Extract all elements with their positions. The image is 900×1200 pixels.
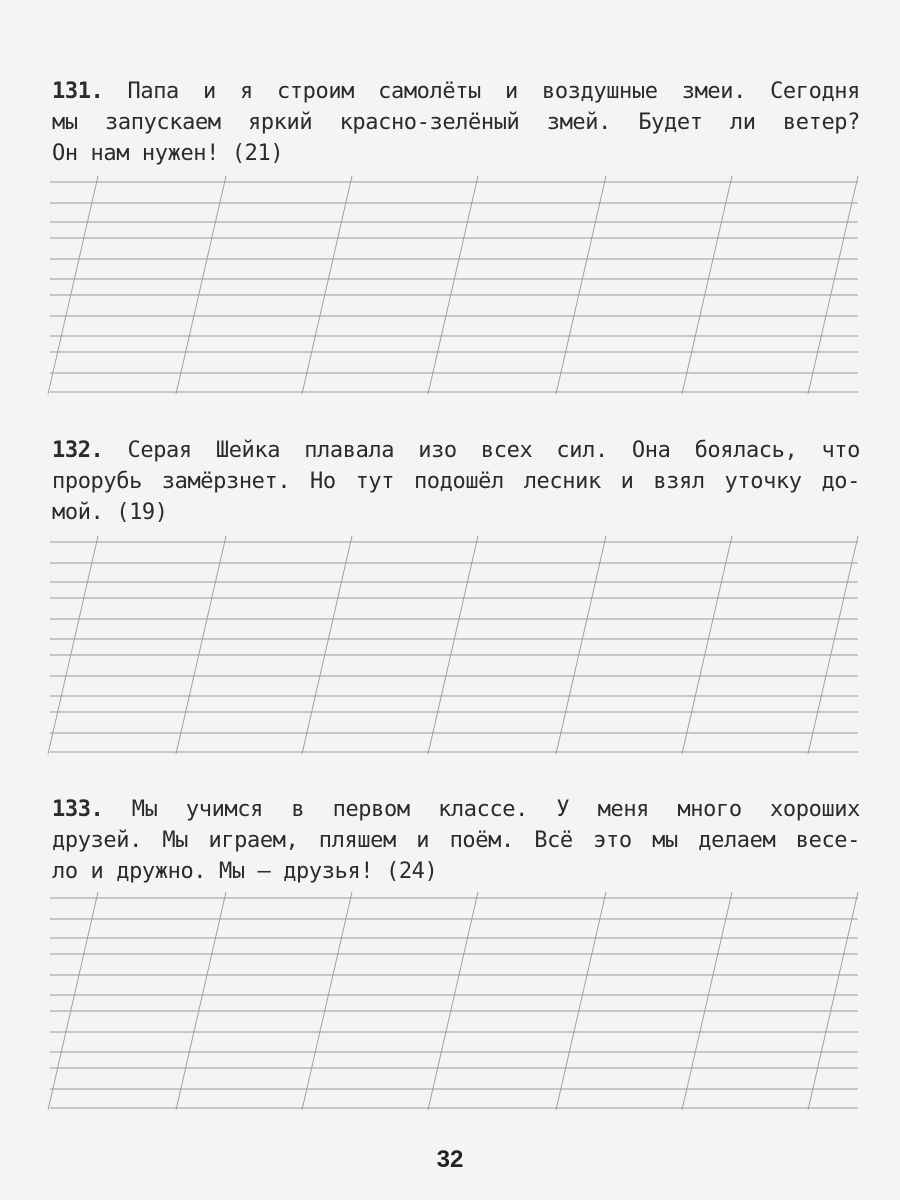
exercise-133-line-1: 133. Мы учимся в первом классе. У меня много хороших: [52, 797, 860, 822]
slant-guide-line: [682, 176, 732, 394]
exercise-131-line-2: мы запускаем яркий красно-зелёный змей. Будет ли ветер?: [52, 110, 860, 135]
slant-guide-line: [48, 892, 98, 1110]
slant-guide-line: [428, 892, 478, 1110]
exercise-132-number: 132.: [52, 438, 104, 463]
slant-guide-line: [428, 536, 478, 754]
exercise-133-line-2: друзей. Мы играем, пляшем и поём. Всё это мы делаем весе-: [52, 828, 860, 853]
slant-guide-line: [682, 892, 732, 1110]
slant-guide-line: [302, 176, 352, 394]
slant-guide-line: [176, 536, 226, 754]
slant-guide-line: [682, 536, 732, 754]
slant-guide-line: [48, 176, 98, 394]
exercise-133-line-3: ло и дружно. Мы — друзья! (24): [52, 859, 438, 884]
slant-guide-line: [556, 892, 606, 1110]
slant-guide-line: [302, 892, 352, 1110]
writing-grid-131[interactable]: [0, 176, 900, 398]
exercise-132-line-1: 132. Серая Шейка плавала изо всех сил. Она боялась, что: [52, 438, 860, 463]
exercise-131-line-3: Он нам нужен! (21): [52, 141, 284, 166]
slant-guide-line: [302, 536, 352, 754]
exercise-132-line-3: мой. (19): [52, 500, 168, 525]
exercise-132-text: [52, 435, 860, 528]
slant-guide-line: [176, 176, 226, 394]
exercise-131-line-1: 131. Папа и я строим самолёты и воздушные змеи. Сегодня: [52, 79, 860, 104]
exercise-131-text: [52, 76, 860, 169]
slant-guide-line: [556, 536, 606, 754]
exercise-133-text: [52, 794, 860, 887]
slant-guide-line: [808, 176, 858, 394]
slant-guide-line: [48, 536, 98, 754]
slant-guide-line: [808, 536, 858, 754]
writing-grid-133[interactable]: [0, 892, 900, 1114]
exercise-132-line-2: прорубь замёрзнет. Но тут подошёл лесник и взял уточку до-: [52, 469, 860, 494]
exercise-131-number: 131.: [52, 79, 104, 104]
slant-guide-line: [556, 176, 606, 394]
writing-grid-132[interactable]: [0, 536, 900, 758]
page-number: 32: [436, 1146, 464, 1173]
slant-guide-line: [808, 892, 858, 1110]
slant-guide-line: [176, 892, 226, 1110]
exercise-133-number: 133.: [52, 797, 104, 822]
slant-guide-line: [428, 176, 478, 394]
